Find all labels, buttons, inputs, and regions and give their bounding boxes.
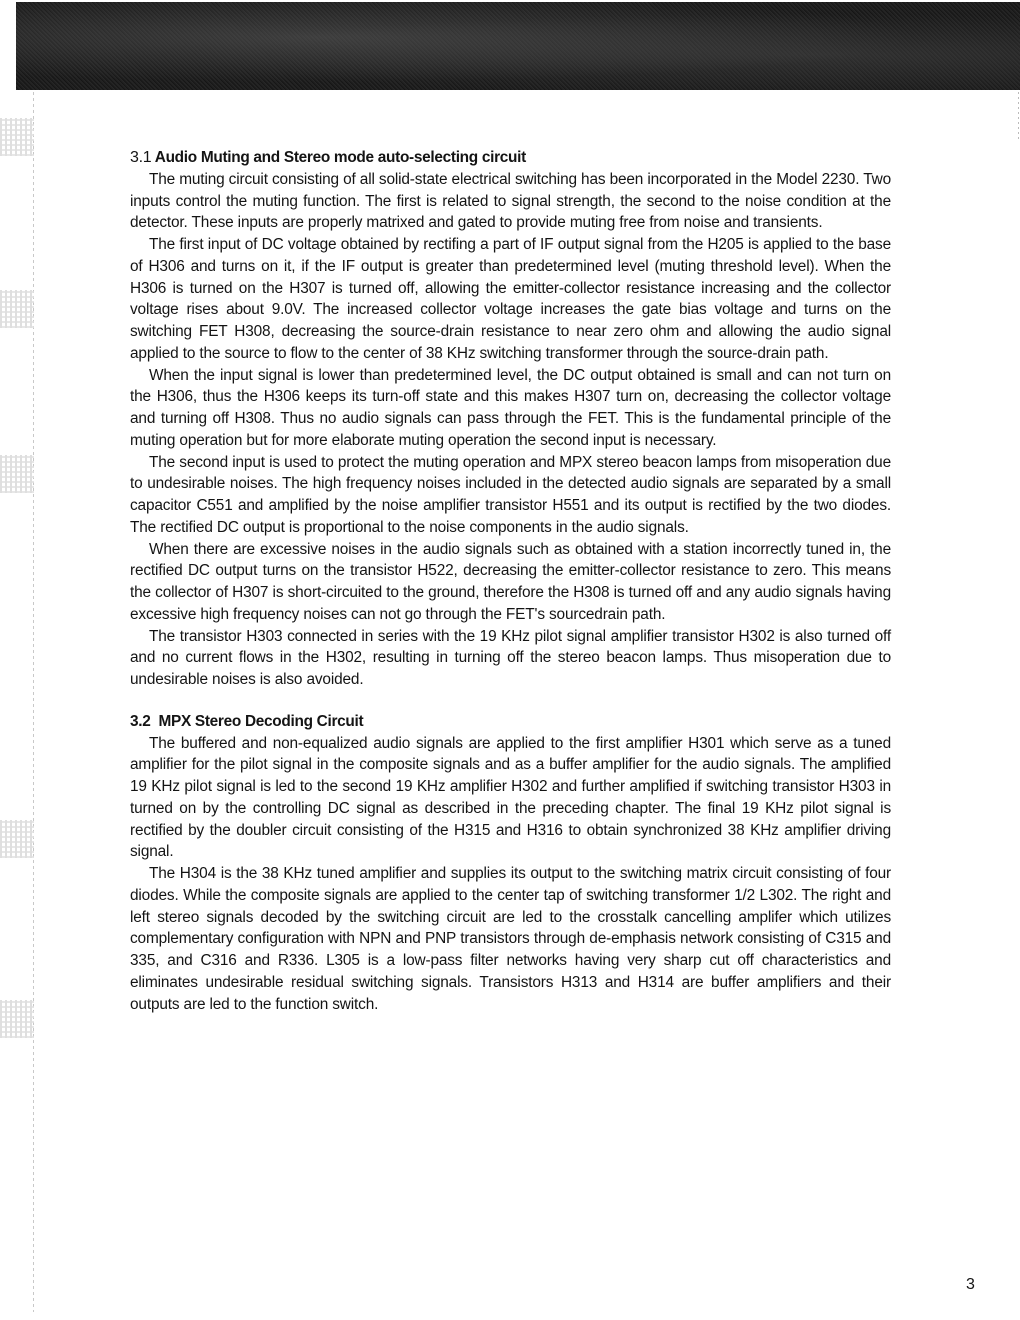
section-title-text: Audio Muting and Stereo mode auto-selecting circuit — [154, 149, 526, 166]
document-body — [130, 147, 891, 1015]
section-spacer — [130, 691, 891, 711]
section-3-2 — [130, 711, 891, 1016]
page-number: 3 — [966, 1276, 975, 1293]
section-heading — [130, 147, 891, 169]
paragraph: The buffered and non-equalized audio signals are applied to the first amplifier H301 which serve as a tuned amplifier for the pilot signal in the composite signals and as a buffer amplifier for the audio signals. The amplified 19 KHz pilot signal is led to the second 19 KHz amplifier H302 and further amplified if switching transistor H303 in turned on by the controlling DC signal as described in the preceding chapter. The final 19 KHz pilot signal is rectified by the doubler circuit consisting of the H315 and H316 to obtain synchronized 38 KHz amplifier driving signal. — [130, 734, 891, 861]
punch-hole-mark — [0, 820, 34, 858]
section-title-text: MPX Stereo Decoding Circuit — [158, 712, 364, 730]
paragraph: The H304 is the 38 KHz tuned amplifier and supplies its output to the switching matrix circuit consisting of four diodes. While the composite signals are applied to the center tap of switching transformer 1/2 L302. The right and left stereo signals decoded by the switching circuit are led to the crosstalk cancelling amplifer which utilizes complementary configuration with NPN and PNP transistors through de-emphasis network consisting of C315 and 335, and C316 and R336. L305 is a low-pass filter networks having very sharp cut off characteristics and eliminates undesirable residual switching signals. Transistors H313 and H314 are buffer amplifiers and their outputs are led to the function switch. — [130, 865, 891, 1013]
scanned-header-band — [16, 2, 1020, 90]
section-3-1 — [130, 147, 891, 691]
paragraph: The transistor H303 connected in series with the 19 KHz pilot signal amplifier transistor H302 is also turned off and no current flows in the H302, resulting in turning off the stereo beacon lamps. Thus misoperation due to undesirable noises is also avoided. — [130, 627, 891, 688]
section-number: 3.2 — [130, 712, 151, 730]
punch-hole-mark — [0, 290, 34, 328]
punch-hole-mark — [0, 1000, 34, 1038]
section-heading — [130, 711, 891, 733]
paragraph: The first input of DC voltage obtained by rectifing a part of IF output signal from the H205 is applied to the base of H306 and turns on it, if the IF output is greater than predetermined level (muting threshold level). When the H306 is turned on the H307 is turned off, allowing the emitter-collector resistance increasing and the collector voltage rises about 9.0V. The increased collector voltage increases the gate bias voltage and turns on the switching FET H308, decreasing the source-drain resistance to near zero ohm and allowing the audio signal applied to the source to flow to the center of 38 KHz switching transformer through the source-drain path. — [130, 236, 891, 362]
punch-hole-mark — [0, 455, 34, 493]
right-edge-line — [1018, 92, 1019, 142]
paragraph: When there are excessive noises in the audio signals such as obtained with a station incorrectly tuned in, the rectified DC output turns on the transistor H522, decreasing the emitter-collector resistance to zero. This means the collector of H307 is short-circuited to the ground, therefore the H308 is turned off and any audio signals having excessive high frequency noises can not go through the FET's sourcedrain path. — [130, 540, 891, 623]
paragraph: When the input signal is lower than predetermined level, the DC output obtained is small and can not turn on the H306, thus the H306 keeps its turn-off state and this makes H307 turn on, decreasing the collector voltage and turning off H308. Thus no audio signals can pass through the FET. This is the fundamental principle of the muting operation but for more elaborate muting operation the second input is necessary. — [130, 366, 891, 449]
punch-hole-mark — [0, 118, 34, 156]
paragraph: The muting circuit consisting of all solid-state electrical switching has been incorporated in the Model 2230. Two inputs control the muting function. The first is related to signal strength, the second to the noise condition at the detector. These inputs are properly matrixed and gated to provide muting free from noise and transients. — [130, 170, 891, 232]
paragraph: The second input is used to protect the muting operation and MPX stereo beacon lamps from misoperation due to undesirable noises. The high frequency noises included in the detected audio signals are separated by a small capacitor C551 and amplified by the noise amplifier transistor H551 and its output is rectified by the two diodes. The rectified DC output is proportional to the noise components in the audio signals. — [130, 453, 891, 536]
binding-edge-line — [33, 92, 34, 1312]
section-number: 3.1 — [130, 149, 152, 166]
